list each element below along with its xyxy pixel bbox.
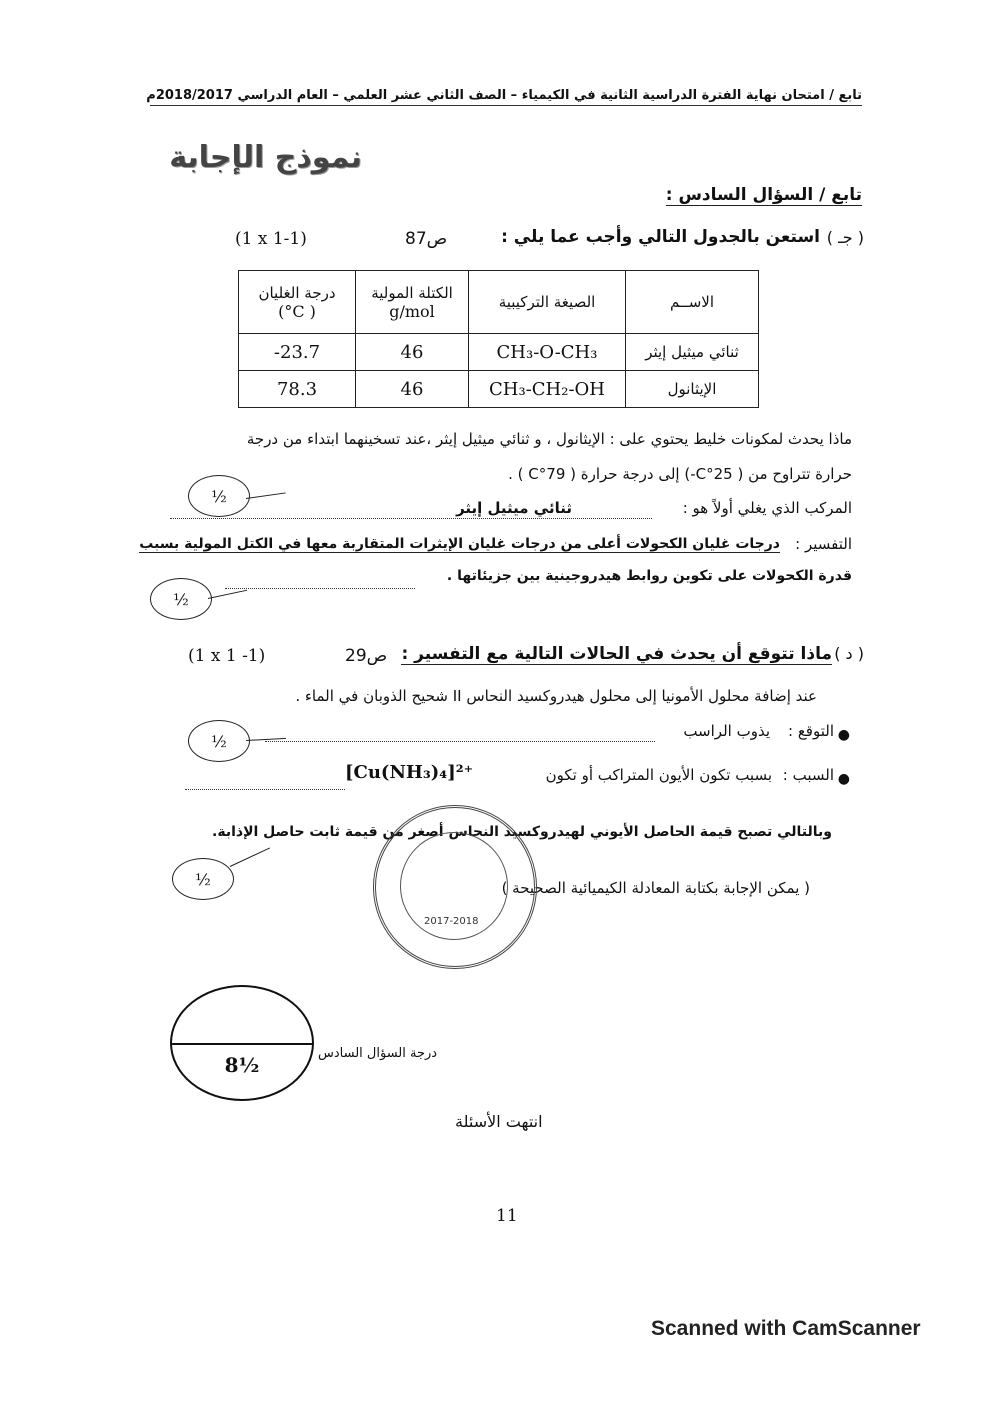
table-row xyxy=(239,334,759,371)
total-score-circle xyxy=(170,985,314,1101)
header-formula: الصيغة التركيبية xyxy=(469,271,626,334)
half-mark-bubble: ½ xyxy=(172,858,234,900)
row-molar-mass: 46 xyxy=(356,371,469,408)
row-boiling-point: 78.3 xyxy=(239,371,356,408)
row-boiling-point: -23.7 xyxy=(239,334,356,371)
answer-line xyxy=(225,588,415,589)
half-mark-bubble: ½ xyxy=(150,578,212,620)
complex-ion-formula: [Cu(NH₃)₄]²⁺ xyxy=(345,762,474,783)
part-c-page-ref: ص87 xyxy=(405,229,448,249)
header-molar-mass-label: الكتلة المولية xyxy=(371,283,453,302)
header-name: الاســم xyxy=(626,271,759,334)
expectation-answer: يذوب الراسب xyxy=(683,722,770,740)
official-stamp xyxy=(373,805,537,969)
row-molar-mass: 46 xyxy=(356,334,469,371)
question-text-line2: حرارة تتراوح من ( 25°C-) إلى درجة حرارة ( 79°C ) . xyxy=(508,465,852,483)
part-c-instruction: استعن بالجدول التالي وأجب عما يلي : xyxy=(501,227,820,247)
bubble-tail xyxy=(230,847,270,867)
table-row xyxy=(239,371,759,408)
explanation-line2: قدرة الكحولات على تكوين روابط هيدروجينية بين جزيئاتها . xyxy=(446,568,852,584)
compounds-table xyxy=(238,270,759,408)
end-text: انتهت الأسئلة xyxy=(455,1112,543,1131)
reason-label: السبب : xyxy=(782,766,834,784)
stamp-year: 2017-2018 xyxy=(424,916,479,927)
part-c-label: ( جـ ) xyxy=(826,228,864,247)
explanation-line1: درجات غليان الكحولات أعلى من درجات غليان الإيثرات المتقاربة معها في الكتل المولية بسبب xyxy=(139,536,780,552)
answer-line xyxy=(185,789,345,790)
header-boiling-unit: (°C ) xyxy=(278,301,316,321)
bubble-tail xyxy=(246,492,286,499)
half-mark-bubble: ½ xyxy=(188,475,250,517)
expectation-label: التوقع : xyxy=(788,722,834,740)
row-name: الإيثانول xyxy=(626,371,759,408)
exam-header: تابع / امتحان نهاية الفترة الدراسية الثانية في الكيمياء – الصف الثاني عشر العلمي – العام الدراسي 2018/2017م xyxy=(150,88,862,106)
total-score-value: 8½ xyxy=(224,1053,260,1077)
page-number: 11 xyxy=(496,1206,518,1226)
question-text-line1: ماذا يحدث لمكونات خليط يحتوي على : الإيثانول ، و ثنائي ميثيل إيثر ،عند تسخينهما ابتداء من درجة xyxy=(246,430,852,448)
part-d-label: ( د ) xyxy=(834,644,864,663)
header-boiling-label: درجة الغليان xyxy=(258,283,336,302)
answer-line xyxy=(265,741,655,742)
bullet-icon: ● xyxy=(837,771,850,787)
table-header-row xyxy=(239,271,759,334)
first-boil-answer: ثنائي ميثيل إيثر xyxy=(456,499,572,517)
header-molar-mass xyxy=(356,271,469,334)
reason-answer: بسبب تكون الأيون المتراكب أو تكون xyxy=(545,766,772,784)
header-molar-mass-unit: g/mol xyxy=(389,301,435,321)
part-d-page-ref: ص29 xyxy=(345,646,388,666)
bubble-tail xyxy=(208,590,247,599)
header-boiling-point xyxy=(239,271,356,334)
total-score-divider xyxy=(172,1043,312,1045)
row-formula: CH₃-O-CH₃ xyxy=(469,334,626,371)
consequence-text: وبالتالي تصبح قيمة الحاصل الأيوني لهيدروكسيد النحاس أصغر من قيمة ثابت حاصل الإذابة. xyxy=(212,824,832,840)
case-text: عند إضافة محلول الأمونيا إلى محلول هيدروكسيد النحاس II شحيح الذوبان في الماء . xyxy=(295,687,817,705)
total-score-label: درجة السؤال السادس xyxy=(318,1046,438,1061)
question-title: تابع / السؤال السادس : xyxy=(665,185,862,205)
part-d-score: (1 x 1 -1) xyxy=(188,646,266,666)
bullet-icon: ● xyxy=(837,727,850,743)
answer-model-title: نموذج الإجابة xyxy=(169,140,362,175)
row-formula: CH₃-CH₂-OH xyxy=(469,371,626,408)
explanation-label: التفسير : xyxy=(795,535,852,553)
part-d-instruction: ماذا تتوقع أن يحدث في الحالات التالية مع التفسير : xyxy=(401,644,832,664)
row-name: ثنائي ميثيل إيثر xyxy=(626,334,759,371)
answer-line xyxy=(170,518,652,519)
half-mark-bubble: ½ xyxy=(188,720,250,762)
scanner-watermark: Scanned with CamScanner xyxy=(651,1317,921,1340)
first-boil-label: المركب الذي يغلي أولاً هو : xyxy=(682,499,852,517)
part-c-score: (1 x 1-1) xyxy=(235,229,307,249)
note-text: ( يمكن الإجابة بكتابة المعادلة الكيميائية الصحيحة ) xyxy=(501,879,810,897)
